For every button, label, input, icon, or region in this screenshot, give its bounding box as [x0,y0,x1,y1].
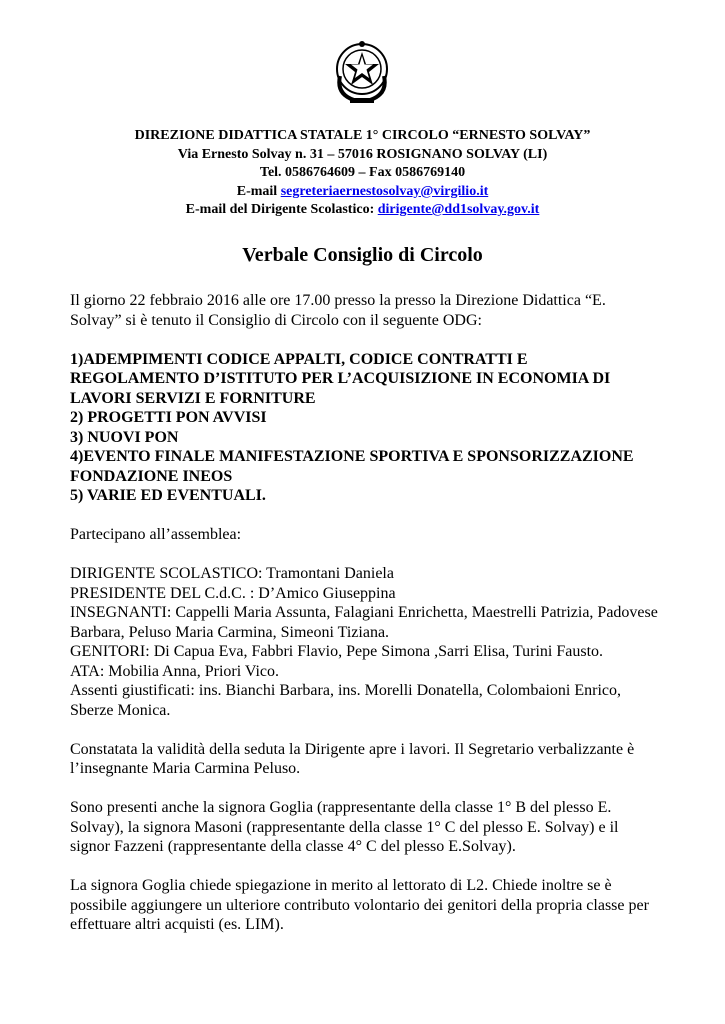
agenda-list [70,350,660,506]
participant-line: DIRIGENTE SCOLASTICO: Tramontani Daniela [70,565,394,582]
email-label: E-mail [236,183,281,199]
ds-email-label: E-mail del Dirigente Scolastico: [185,202,378,217]
document-title: Verbale Consiglio di Circolo [242,244,483,266]
body-paragraph: La signora Goglia chiede spiegazione in merito al lettorato di L2. Chiede inoltre se è possibile aggiungere un ulteriore contributo volontario dei genitori della propria classe per effettuare altri acquisti (es. LIM). [70,877,649,933]
agenda-item: 4)EVENTO FINALE MANIFESTAZIONE SPORTIVA E SPONSORIZZAZIONE FONDAZIONE INEOS [70,448,634,485]
ds-email-line [0,201,725,220]
participants-list [70,564,660,720]
school-email-line [0,183,725,202]
participant-line: Assenti giustificati: ins. Bianchi Barbara, ins. Morelli Donatella, Colombaioni Enrico, Sberze Monica. [70,682,622,719]
agenda-item: 1)ADEMPIMENTI CODICE APPALTI, CODICE CONTRATTI E REGOLAMENTO D’ISTITUTO PER L’ACQUISIZIONE IN ECONOMIA DI LAVORI SERVIZI E FORNITURE [70,350,611,407]
participant-line: ATA: Mobilia Anna, Priori Vico. [70,662,280,680]
school-address: Via Ernesto Solvay n. 31 – 57016 ROSIGNANO SOLVAY (LI) [177,146,548,162]
body-paragraph: Sono presenti anche la signora Goglia (rappresentante della classe 1° B del plesso E. Solvay), la signora Masoni (rappresentante della classe 1° C del plesso E. Solvay) e il signor Fazzeni (rappresentante della classe 4° C del plesso E.Solvay). [70,799,619,855]
school-header [0,127,725,220]
school-phone: Tel. 0586764609 – Fax 0586769140 [259,165,466,180]
email-link[interactable]: segreteriaernestosolvay@virgilio.it [280,183,489,199]
participant-line: PRESIDENTE DEL C.d.C. : D’Amico Giuseppina [70,584,396,602]
participants-heading: Partecipano all’assemblea: [70,526,242,543]
body-paragraph: Constatata la validità della seduta la Dirigente apre i lavori. Il Segretario verbalizzante è l’insegnante Maria Carmina Peluso. [70,740,635,777]
participant-line: GENITORI: Di Capua Eva, Fabbri Flavio, Pepe Simona ,Sarri Elisa, Turini Fausto. [70,643,604,660]
agenda-item: 5) VARIE ED EVENTUALI. [70,487,266,504]
republic-emblem-icon [332,36,392,108]
agenda-item: 2) PROGETTI PON AVVISI [70,409,267,426]
agenda-item: 3) NUOVI PON [70,428,179,446]
intro-paragraph: Il giorno 22 febbraio 2016 alle ore 17.00 presso la presso la Direzione Didattica “E. Solvay” si è tenuto il Consiglio di Circolo con il seguente ODG: [70,292,606,329]
ds-email-link[interactable]: dirigente@dd1solvay.gov.it [377,202,540,217]
document-body [70,291,660,935]
school-name: DIREZIONE DIDATTICA STATALE 1° CIRCOLO “ERNESTO SOLVAY” [134,128,591,143]
participant-line: INSEGNANTI: Cappelli Maria Assunta, Falagiani Enrichetta, Maestrelli Patrizia, Padovese Barbara, Peluso Maria Carmina, Simeoni Tiziana. [70,604,658,641]
